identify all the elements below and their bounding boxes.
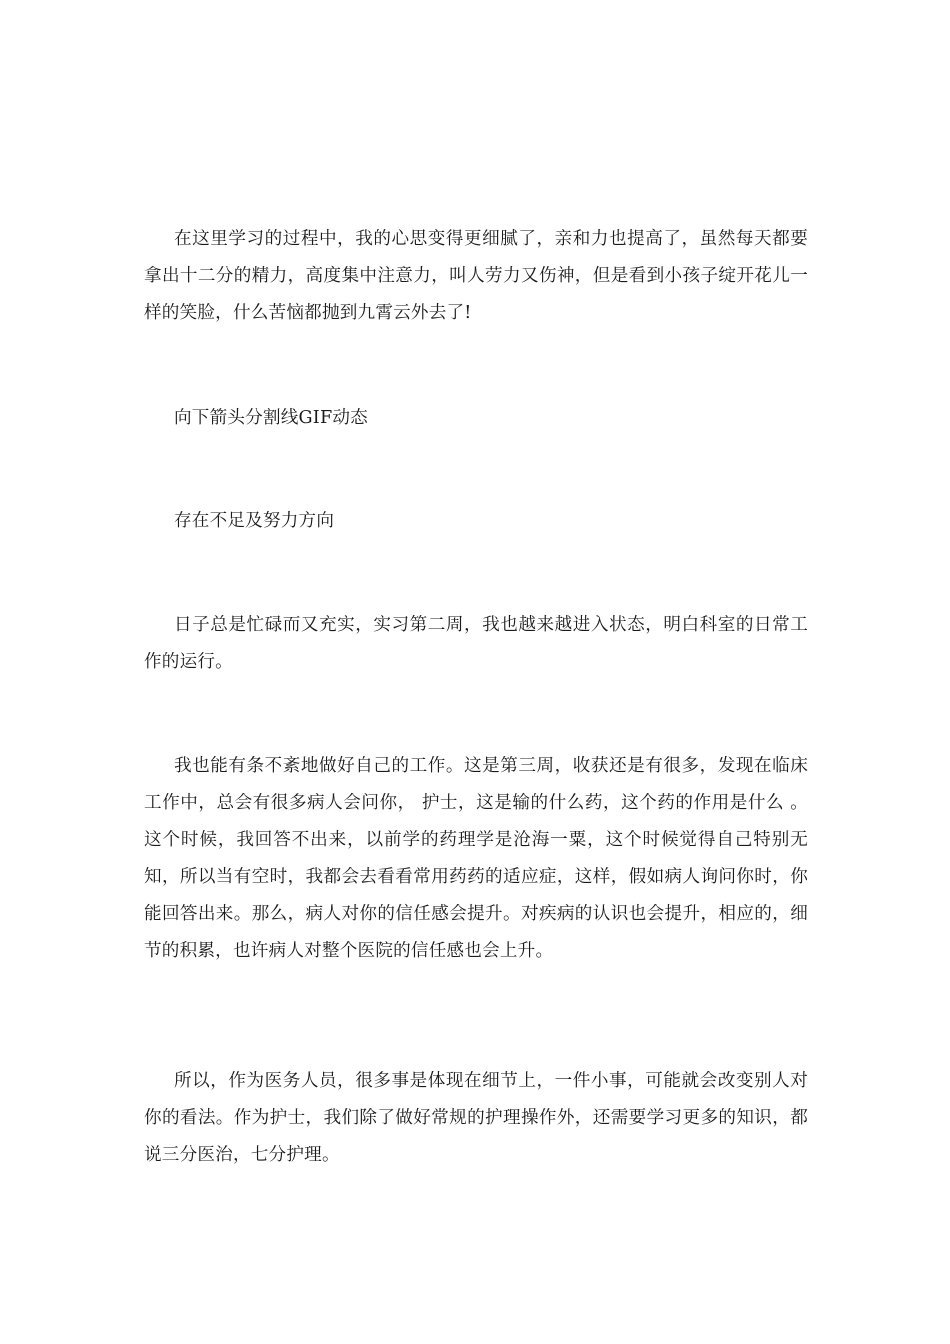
section-heading-shortcomings: 存在不足及努力方向 [174,511,335,531]
paragraph-conclusion: 所以，作为医务人员，很多事是体现在细节上，一件小事，可能就会改变别人对你的看法。作为护士，我们除了做好常规的护理操作外，还需要学习更多的知识，都说三分医治，七分护理。 [144,1071,808,1165]
paragraph-second-week: 日子总是忙碌而又充实，实习第二周，我也越来越进入状态，明白科室的日常工作的运行。 [144,615,808,672]
paragraph-learning-reflection: 在这里学习的过程中，我的心思变得更细腻了，亲和力也提高了，虽然每天都要拿出十二分的精力，高度集中注意力，叫人劳力又伤神，但是看到小孩子绽开花儿一样的笑脸，什么苦恼都抛到九霄云外去了! [144,229,808,323]
paragraph-third-week: 我也能有条不紊地做好自己的工作。这是第三周，收获还是有很多，发现在临床工作中，总会有很多病人会问你， 护士，这是输的什么药，这个药的作用是什么 。这个时候，我回答不出来，以前学的药理学是沧海一粟，这个时候觉得自己特别无知，所以当有空时，我都会去看看常用药药的适应症，这样，假如病人询问你时，你能回答出来。那么，病人对你的信任感会提升。对疾病的认识也会提升，相应的，细节的积累，也许病人对整个医院的信任感也会上升。 [144,756,808,961]
divider-caption: 向下箭头分割线GIF动态 [174,408,368,428]
